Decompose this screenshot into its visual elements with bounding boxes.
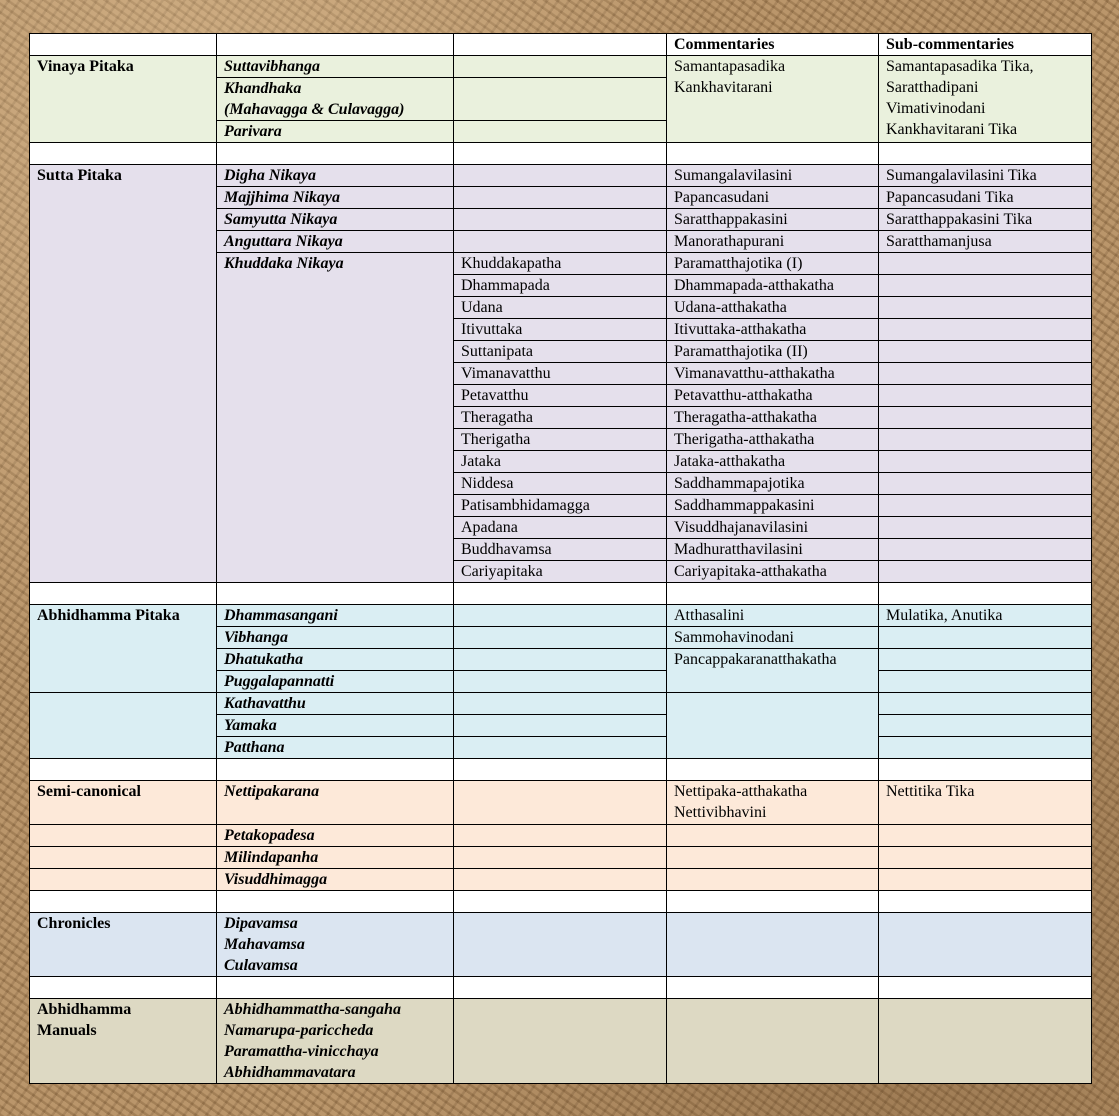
empty-cell	[879, 649, 1092, 671]
empty-cell	[454, 165, 667, 187]
semi-row	[30, 847, 1092, 869]
nikaya-samyutta: Samyutta Nikaya	[217, 209, 454, 231]
subcommentary-item: Samantapasadika Tika,	[886, 58, 1034, 75]
commentary-item: Kankhavitarani	[674, 79, 773, 96]
empty-cell	[454, 825, 667, 847]
nikaya-anguttara: Anguttara Nikaya	[217, 231, 454, 253]
book-khandhaka-subtitle: (Mahavagga & Culavagga)	[224, 101, 405, 118]
vinaya-subcommentaries	[879, 56, 1092, 143]
empty-cell	[454, 869, 667, 891]
manuals-row	[30, 999, 1092, 1084]
nikaya-khuddaka: Khuddaka Nikaya	[217, 253, 454, 583]
commentary-cell: Pancappakaranatthakatha	[667, 649, 879, 693]
group-abhidhamma-pitaka: Abhidhamma Pitaka	[30, 605, 217, 693]
group-label-line: Manuals	[37, 1022, 97, 1039]
book-visuddhimagga: Visuddhimagga	[217, 869, 454, 891]
empty-cell	[879, 671, 1092, 693]
book-kathavatthu: Kathavatthu	[217, 693, 454, 715]
commentary-cell: Atthasalini	[667, 605, 879, 627]
khuddaka-book: Suttanipata	[454, 341, 667, 363]
subcommentary-cell: Nettitika Tika	[879, 781, 1092, 825]
khuddaka-book: Dhammapada	[454, 275, 667, 297]
empty-cell	[879, 429, 1092, 451]
khuddaka-book: Itivuttaka	[454, 319, 667, 341]
book-dipavamsa: Dipavamsa	[224, 915, 298, 932]
commentary-cell: Itivuttaka-atthakatha	[667, 319, 879, 341]
empty-cell	[454, 693, 667, 715]
empty-cell	[879, 451, 1092, 473]
empty-cell	[454, 627, 667, 649]
empty-cell	[879, 825, 1092, 847]
spacer-row	[30, 759, 1092, 781]
semi-row	[30, 825, 1092, 847]
empty-cell	[454, 715, 667, 737]
khuddaka-book: Therigatha	[454, 429, 667, 451]
book-puggalapannatti: Puggalapannatti	[217, 671, 454, 693]
commentary-item: Nettipaka-atthakatha	[674, 783, 808, 800]
group-label-line: Abhidhamma	[37, 1001, 132, 1018]
group-vinaya-pitaka: Vinaya Pitaka	[30, 56, 217, 143]
empty-cell	[879, 517, 1092, 539]
khuddaka-book: Petavatthu	[454, 385, 667, 407]
commentary-cell: Manorathapurani	[667, 231, 879, 253]
empty-cell	[30, 847, 217, 869]
empty-cell	[879, 737, 1092, 759]
subcommentary-cell: Sumangalavilasini Tika	[879, 165, 1092, 187]
semi-commentaries	[667, 781, 879, 825]
header-empty-2	[217, 34, 454, 56]
empty-cell	[879, 693, 1092, 715]
khuddaka-book: Udana	[454, 297, 667, 319]
spacer-row	[30, 583, 1092, 605]
khuddaka-book: Apadana	[454, 517, 667, 539]
subcommentary-cell: Papancasudani Tika	[879, 187, 1092, 209]
canon-table-wrapper	[29, 33, 1091, 1084]
subcommentary-item: Vimativinodani	[886, 100, 986, 117]
spacer-row	[30, 143, 1092, 165]
empty-cell	[454, 187, 667, 209]
chronicles-books	[217, 913, 454, 977]
khuddaka-book: Vimanavatthu	[454, 363, 667, 385]
commentary-cell: Visuddhajanavilasini	[667, 517, 879, 539]
empty-cell	[879, 385, 1092, 407]
book-suttavibhanga: Suttavibhanga	[217, 56, 454, 78]
subcommentary-cell: Mulatika, Anutika	[879, 605, 1092, 627]
commentary-cell: Saddhammappakasini	[667, 495, 879, 517]
subcommentary-cell: Saratthamanjusa	[879, 231, 1092, 253]
book-paramattha-vinicchaya: Paramattha-vinicchaya	[224, 1043, 379, 1060]
header-row	[30, 34, 1092, 56]
book-namarupa-pariccheda: Namarupa-pariccheda	[224, 1022, 374, 1039]
empty-cell	[879, 495, 1092, 517]
empty-group-cell	[30, 693, 217, 759]
pali-canon-table	[29, 33, 1092, 1084]
empty-cell	[879, 539, 1092, 561]
empty-cell	[454, 671, 667, 693]
commentary-cell: Therigatha-atthakatha	[667, 429, 879, 451]
commentary-cell: Udana-atthakatha	[667, 297, 879, 319]
group-sutta-pitaka: Sutta Pitaka	[30, 165, 217, 583]
empty-cell	[879, 999, 1092, 1084]
header-commentaries: Commentaries	[667, 34, 879, 56]
commentary-cell: Theragatha-atthakatha	[667, 407, 879, 429]
header-empty-3	[454, 34, 667, 56]
empty-cell	[879, 253, 1092, 275]
commentary-cell: Jataka-atthakatha	[667, 451, 879, 473]
khuddaka-book: Khuddakapatha	[454, 253, 667, 275]
semi-row	[30, 869, 1092, 891]
empty-cell	[667, 913, 879, 977]
commentary-cell: Petavatthu-atthakatha	[667, 385, 879, 407]
commentary-item: Samantapasadika	[674, 58, 786, 75]
empty-cell	[879, 627, 1092, 649]
commentary-cell: Saddhammapajotika	[667, 473, 879, 495]
book-yamaka: Yamaka	[217, 715, 454, 737]
khuddaka-book: Theragatha	[454, 407, 667, 429]
book-abhidhammavatara: Abhidhammavatara	[224, 1064, 356, 1081]
empty-cell	[454, 999, 667, 1084]
book-abhidhammattha-sangaha: Abhidhammattha-sangaha	[224, 1001, 401, 1018]
empty-cell	[879, 473, 1092, 495]
empty-cell	[454, 847, 667, 869]
abhidhamma-row	[30, 605, 1092, 627]
book-khandhaka	[217, 78, 454, 121]
group-abhidhamma-manuals	[30, 999, 217, 1084]
manuals-books	[217, 999, 454, 1084]
empty-cell	[454, 78, 667, 121]
empty-cell	[30, 869, 217, 891]
empty-cell	[879, 363, 1092, 385]
nikaya-majjhima: Majjhima Nikaya	[217, 187, 454, 209]
empty-cell	[667, 847, 879, 869]
empty-cell	[667, 869, 879, 891]
book-nettipakarana: Nettipakarana	[217, 781, 454, 825]
empty-cell	[454, 649, 667, 671]
spacer-row	[30, 977, 1092, 999]
empty-cell	[879, 319, 1092, 341]
book-vibhanga: Vibhanga	[217, 627, 454, 649]
empty-cell	[667, 693, 879, 759]
nikaya-digha: Digha Nikaya	[217, 165, 454, 187]
book-dhammasangani: Dhammasangani	[217, 605, 454, 627]
commentary-cell: Madhuratthavilasini	[667, 539, 879, 561]
khuddaka-book: Buddhavamsa	[454, 539, 667, 561]
empty-cell	[454, 737, 667, 759]
empty-cell	[454, 209, 667, 231]
empty-cell	[454, 121, 667, 143]
empty-cell	[667, 999, 879, 1084]
empty-cell	[454, 605, 667, 627]
vinaya-commentaries	[667, 56, 879, 143]
khuddaka-book: Jataka	[454, 451, 667, 473]
empty-cell	[454, 56, 667, 78]
book-khandhaka-title: Khandhaka	[224, 80, 302, 97]
commentary-cell: Papancasudani	[667, 187, 879, 209]
empty-cell	[879, 869, 1092, 891]
empty-cell	[879, 341, 1092, 363]
commentary-cell: Vimanavatthu-atthakatha	[667, 363, 879, 385]
spacer-row	[30, 891, 1092, 913]
empty-cell	[454, 231, 667, 253]
semi-row	[30, 781, 1092, 825]
book-milindapanha: Milindapanha	[217, 847, 454, 869]
commentary-cell: Saratthappakasini	[667, 209, 879, 231]
abhidhamma-row	[30, 693, 1092, 715]
book-parivara: Parivara	[217, 121, 454, 143]
empty-cell	[879, 913, 1092, 977]
commentary-item: Nettivibhavini	[674, 804, 767, 821]
khuddaka-book: Patisambhidamagga	[454, 495, 667, 517]
subcommentary-cell: Saratthappakasini Tika	[879, 209, 1092, 231]
group-chronicles: Chronicles	[30, 913, 217, 977]
book-dhatukatha: Dhatukatha	[217, 649, 454, 671]
commentary-cell: Paramatthajotika (II)	[667, 341, 879, 363]
empty-cell	[30, 825, 217, 847]
header-empty-1	[30, 34, 217, 56]
commentary-cell: Cariyapitaka-atthakatha	[667, 561, 879, 583]
khuddaka-book: Niddesa	[454, 473, 667, 495]
book-petakopadesa: Petakopadesa	[217, 825, 454, 847]
book-mahavamsa: Mahavamsa	[224, 936, 305, 953]
khuddaka-book: Cariyapitaka	[454, 561, 667, 583]
commentary-cell: Sumangalavilasini	[667, 165, 879, 187]
header-subcommentaries: Sub-commentaries	[879, 34, 1092, 56]
empty-cell	[454, 781, 667, 825]
empty-cell	[879, 561, 1092, 583]
group-semi-canonical: Semi-canonical	[30, 781, 217, 825]
subcommentary-item: Kankhavitarani Tika	[886, 121, 1018, 138]
book-patthana: Patthana	[217, 737, 454, 759]
vinaya-row	[30, 56, 1092, 78]
book-culavamsa: Culavamsa	[224, 957, 298, 974]
empty-cell	[879, 297, 1092, 319]
empty-cell	[879, 407, 1092, 429]
empty-cell	[879, 715, 1092, 737]
subcommentary-item: Saratthadipani	[886, 79, 979, 96]
empty-cell	[667, 825, 879, 847]
commentary-cell: Dhammapada-atthakatha	[667, 275, 879, 297]
commentary-cell: Sammohavinodani	[667, 627, 879, 649]
empty-cell	[879, 275, 1092, 297]
empty-cell	[879, 847, 1092, 869]
chronicles-row	[30, 913, 1092, 977]
empty-cell	[454, 913, 667, 977]
commentary-cell: Paramatthajotika (I)	[667, 253, 879, 275]
sutta-row	[30, 165, 1092, 187]
